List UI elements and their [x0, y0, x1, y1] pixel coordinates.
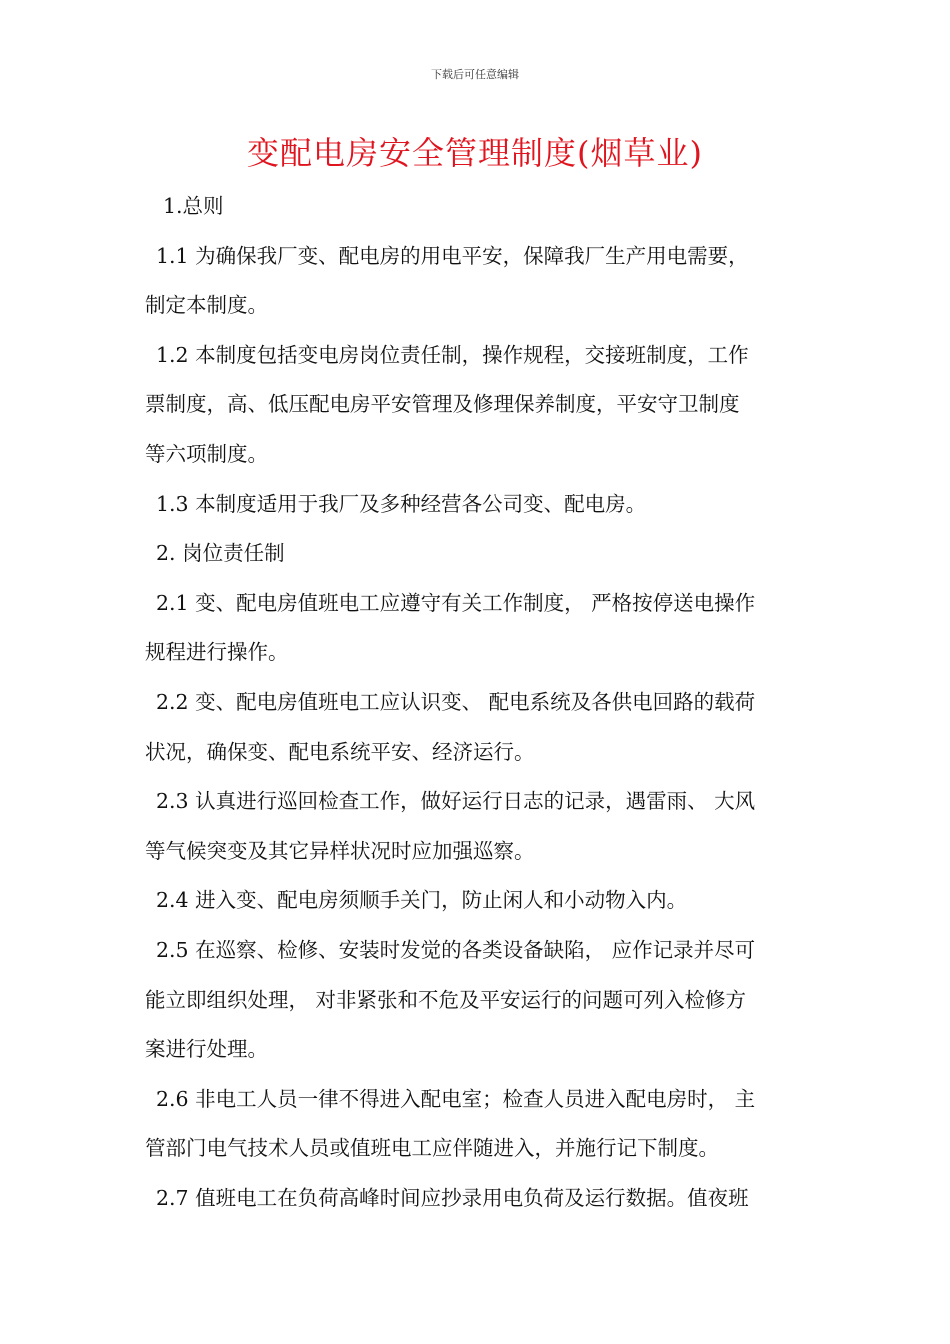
section-heading: 1.总则 — [163, 194, 224, 218]
paragraph-line: 能立即组织处理， 对非紧张和不危及平安运行的问题可列入检修方 — [145, 987, 747, 1012]
paragraph-line: 制定本制度。 — [145, 293, 268, 318]
paragraph-line: 等六项制度。 — [145, 441, 268, 466]
paragraph-line: 2.6 非电工人员一律不得进入配电室；检查人员进入配电房时， 主 — [156, 1086, 756, 1111]
paragraph-line: 1.3 本制度适用于我厂及多种经营各公司变、配电房。 — [156, 491, 647, 516]
paragraph-line: 2.5 在巡察、检修、安装时发觉的各类设备缺陷， 应作记录并尽可 — [156, 937, 756, 962]
paragraph-line: 票制度，高、低压配电房平安管理及修理保养制度，平安守卫制度 — [145, 392, 740, 417]
document-body — [145, 182, 815, 1223]
paragraph-line: 规程进行操作。 — [145, 640, 289, 665]
paragraph-line: 1.2 本制度包括变电房岗位责任制，操作规程，交接班制度，工作 — [156, 342, 749, 367]
paragraph-line: 1.1 为确保我厂变、配电房的用电平安，保障我厂生产用电需要， — [156, 243, 749, 268]
paragraph-line: 管部门电气技术人员或值班电工应伴随进入，并施行记下制度。 — [145, 1136, 719, 1161]
document-title: 变配电房安全管理制度(烟草业) — [247, 134, 703, 172]
section-heading: 2. 岗位责任制 — [156, 541, 285, 566]
paragraph-line: 2.4 进入变、配电房须顺手关门，防止闲人和小动物入内。 — [156, 888, 688, 913]
paragraph-line: 等气候突变及其它异样状况时应加强巡察。 — [145, 838, 535, 863]
paragraph-line: 2.1 变、配电房值班电工应遵守有关工作制度， 严格按停送电操作 — [156, 590, 756, 615]
header-note: 下载后可任意编辑 — [431, 68, 519, 81]
paragraph-line: 2.2 变、配电房值班电工应认识变、 配电系统及各供电回路的载荷 — [156, 689, 756, 714]
paragraph-line: 状况，确保变、配电系统平安、经济运行。 — [145, 739, 535, 764]
paragraph-line: 2.7 值班电工在负荷高峰时间应抄录用电负荷及运行数据。值夜班 — [156, 1185, 749, 1210]
paragraph-line: 2.3 认真进行巡回检查工作，做好运行日志的记录，遇雷雨、 大风 — [156, 789, 756, 814]
paragraph-line: 案进行处理。 — [145, 1037, 268, 1062]
